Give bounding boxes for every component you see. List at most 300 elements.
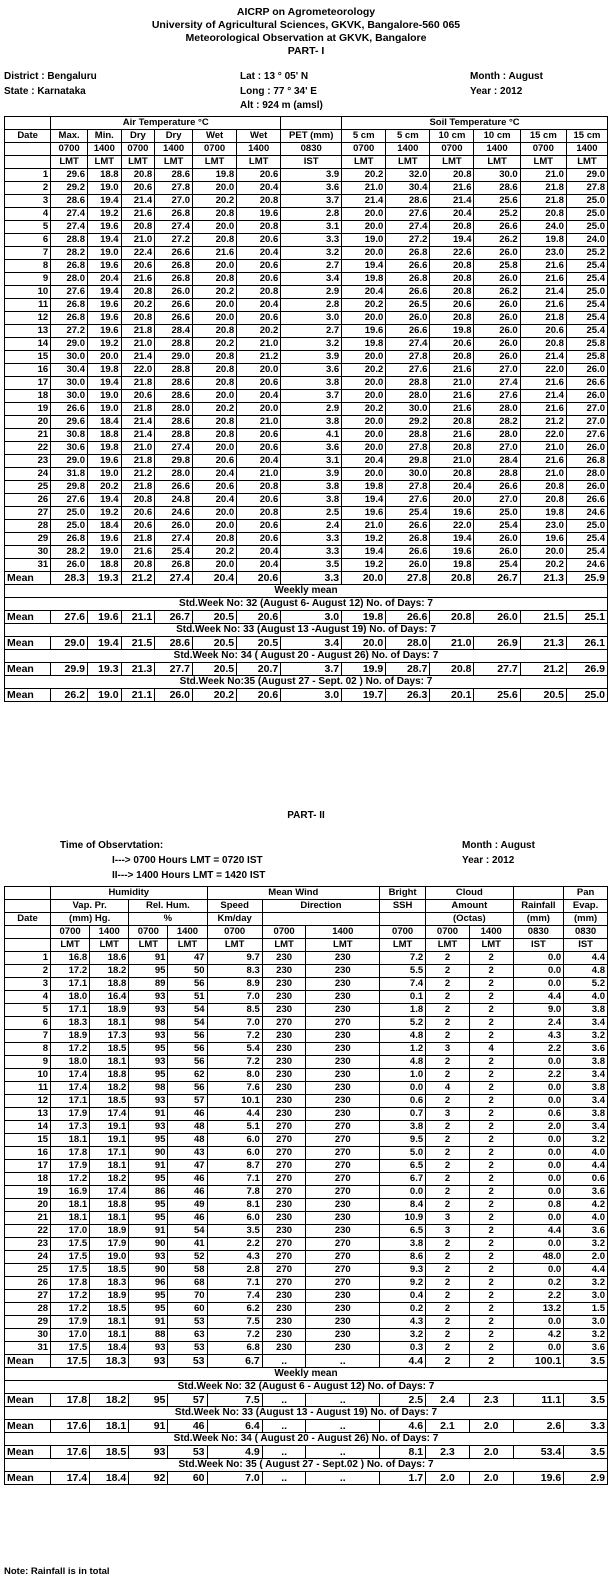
- table-cell: 270: [262, 1173, 306, 1186]
- table-cell: 19.6: [87, 533, 121, 546]
- table-cell: 20.8: [193, 377, 237, 390]
- table-cell: PET (mm): [281, 130, 342, 143]
- table-cell: 28.6: [155, 390, 193, 403]
- table-cell: 21.6: [193, 247, 237, 260]
- table-cell: 3.4: [564, 1017, 608, 1030]
- table-cell: 270: [262, 1277, 306, 1290]
- table-cell: 6.4: [207, 1420, 262, 1433]
- data-row: [5, 1082, 608, 1095]
- table-cell: 2.9: [281, 403, 342, 416]
- table-cell: 27.6: [51, 611, 88, 624]
- table-cell: 0700: [520, 143, 566, 156]
- table-cell: 21.0: [121, 338, 155, 351]
- table-cell: 1: [5, 952, 51, 965]
- data-row: [5, 416, 608, 429]
- table-cell: 28.6: [155, 377, 193, 390]
- table-cell: 18.2: [90, 1394, 129, 1407]
- table-cell: 3: [426, 1225, 470, 1238]
- table-cell: 26.0: [474, 299, 520, 312]
- table-cell: 20.6: [237, 273, 281, 286]
- table-cell: 46: [168, 1420, 207, 1433]
- table-cell: [262, 913, 379, 926]
- table-cell: 20.0: [193, 260, 237, 273]
- table-cell: 21.1: [121, 611, 155, 624]
- table-cell: 21.0: [237, 468, 281, 481]
- table-cell: 25.0: [566, 520, 607, 533]
- table-cell: 26.0: [566, 442, 607, 455]
- table-cell: Rel. Hum.: [129, 900, 207, 913]
- table-cell: Wet: [237, 130, 281, 143]
- table-cell: 21.8: [121, 481, 155, 494]
- table-cell: 3.8: [380, 1238, 426, 1251]
- table-cell: 18.1: [51, 1134, 90, 1147]
- table-cell: 90: [129, 1147, 168, 1160]
- table-cell: 91: [129, 1420, 168, 1433]
- data-row: [5, 1173, 608, 1186]
- table-cell: 0830: [564, 926, 608, 939]
- table-cell: 0700: [430, 143, 474, 156]
- table-cell: 48: [168, 1121, 207, 1134]
- table-cell: 230: [262, 1290, 306, 1303]
- table-cell: 2: [469, 1108, 513, 1121]
- table-cell: 29: [5, 533, 51, 546]
- table-cell: 0700: [262, 926, 306, 939]
- table-cell: 21.6: [520, 299, 566, 312]
- table-cell: 20.2: [520, 559, 566, 572]
- table-cell: 90: [129, 1238, 168, 1251]
- data-row: [5, 364, 608, 377]
- table-cell: 20.6: [237, 429, 281, 442]
- data-row: [5, 1251, 608, 1264]
- table-cell: IST: [564, 939, 608, 952]
- table-cell: 2: [469, 1147, 513, 1160]
- table-cell: 95: [129, 1043, 168, 1056]
- table-cell: 19.4: [87, 195, 121, 208]
- table-cell: 4.3: [513, 1030, 564, 1043]
- table-cell: 28.0: [566, 468, 607, 481]
- table-cell: 0.4: [380, 1290, 426, 1303]
- data-row: [5, 481, 608, 494]
- table-cell: 18.3: [51, 1017, 90, 1030]
- table-cell: 7.2: [207, 1030, 262, 1043]
- table-cell: 270: [262, 1160, 306, 1173]
- table-cell: 2: [469, 1290, 513, 1303]
- table-cell: 18.1: [90, 1316, 129, 1329]
- table-cell: 20.0: [87, 351, 121, 364]
- table-cell: 28.7: [386, 663, 430, 676]
- obs-time-1: I---> 0700 Hours LMT = 0720 IST: [112, 855, 263, 866]
- table-cell: 28.4: [155, 325, 193, 338]
- table-cell: (mm) Hg.: [51, 913, 129, 926]
- table-cell: 20: [5, 1199, 51, 1212]
- table-cell: Mean Wind: [207, 887, 380, 900]
- table-cell: 18.1: [90, 1329, 129, 1342]
- table-cell: 13: [5, 1108, 51, 1121]
- table-cell: 28.2: [51, 546, 88, 559]
- table-cell: 27.6: [51, 494, 88, 507]
- table-cell: 4.2: [513, 1329, 564, 1342]
- table-cell: 17.2: [51, 1043, 90, 1056]
- table-cell: Air Temperature °C: [51, 117, 281, 130]
- table-cell: Date: [5, 913, 51, 926]
- table-cell: 19.3: [87, 663, 121, 676]
- table-cell: 25.0: [566, 286, 607, 299]
- table-cell: 18.4: [90, 1472, 129, 1485]
- table-cell: 22: [5, 1225, 51, 1238]
- table-cell: 0.7: [380, 1108, 426, 1121]
- table-cell: 23.0: [520, 247, 566, 260]
- table-cell: 20.0: [193, 312, 237, 325]
- table-cell: 19.6: [430, 507, 474, 520]
- table-cell: 20.6: [121, 260, 155, 273]
- table-cell: 230: [262, 1095, 306, 1108]
- table-cell: 230: [262, 1082, 306, 1095]
- table-cell: 57: [168, 1095, 207, 1108]
- table-cell: 28.8: [155, 429, 193, 442]
- week-mean-row: [5, 663, 608, 676]
- week-label-row: [5, 1459, 608, 1472]
- data-row: [5, 507, 608, 520]
- table-cell: 270: [306, 1186, 380, 1199]
- table-cell: 6.5: [380, 1225, 426, 1238]
- table-cell: 7.8: [207, 1186, 262, 1199]
- table-cell: 95: [129, 965, 168, 978]
- table-cell: 21.6: [430, 364, 474, 377]
- table-cell: 19.8: [193, 169, 237, 182]
- table-cell: 20.6: [121, 182, 155, 195]
- table-cell: 20.4: [237, 390, 281, 403]
- weekly-title-row: [5, 1368, 608, 1381]
- table-cell: 20.4: [237, 299, 281, 312]
- table-cell: 0.0: [513, 1056, 564, 1069]
- table-cell: 18.1: [90, 1420, 129, 1433]
- table-cell: 26.5: [386, 299, 430, 312]
- table-cell: 20.4: [430, 208, 474, 221]
- table-cell: 0.0: [513, 1264, 564, 1277]
- table-cell: 28.0: [51, 273, 88, 286]
- table-cell: 20.2: [342, 299, 386, 312]
- table-cell: 27.6: [386, 364, 430, 377]
- table-cell: 20.2: [193, 195, 237, 208]
- table-cell: 18.8: [90, 1069, 129, 1082]
- table-cell: 30.0: [51, 351, 88, 364]
- table-cell: 23.0: [520, 520, 566, 533]
- data-row: [5, 351, 608, 364]
- table-cell: 28.0: [474, 429, 520, 442]
- table-cell: 2: [426, 1186, 470, 1199]
- table-cell: 30: [5, 546, 51, 559]
- data-row: [5, 965, 608, 978]
- table-cell: 8.4: [380, 1199, 426, 1212]
- table-cell: Date: [5, 130, 51, 143]
- table-cell: 4.0: [564, 1212, 608, 1225]
- table-cell: 20.8: [520, 208, 566, 221]
- table-cell: 95: [129, 1134, 168, 1147]
- table-cell: 24.6: [566, 507, 607, 520]
- table-cell: 16: [5, 1147, 51, 1160]
- table-cell: 0830: [281, 143, 342, 156]
- table-cell: 3.5: [281, 559, 342, 572]
- latitude: Lat : 13 ° 05' N: [240, 71, 309, 82]
- part2-table: [4, 886, 608, 1485]
- table-cell: 28.6: [386, 195, 430, 208]
- table-cell: Pan: [564, 887, 608, 900]
- table-cell: 3.4: [564, 1121, 608, 1134]
- table-cell: 18.5: [90, 1095, 129, 1108]
- table-cell: 88: [129, 1329, 168, 1342]
- table-cell: 21.8: [520, 312, 566, 325]
- table-cell: 93: [129, 1342, 168, 1355]
- part1-title: PART- I: [287, 45, 325, 57]
- table-cell: 0700: [129, 926, 168, 939]
- table-cell: 19.0: [87, 247, 121, 260]
- table-cell: 20.1: [430, 689, 474, 702]
- month: Month : August: [470, 71, 543, 82]
- data-row: [5, 520, 608, 533]
- table-cell: 0700: [380, 926, 426, 939]
- table-cell: 20.8: [121, 286, 155, 299]
- table-cell: 2: [426, 952, 470, 965]
- table-cell: 0700: [342, 143, 386, 156]
- table-cell: [380, 913, 426, 926]
- table-cell: 230: [262, 1342, 306, 1355]
- table-cell: 95: [129, 1199, 168, 1212]
- table-cell: 17.1: [51, 1095, 90, 1108]
- table-cell: 0.2: [380, 1303, 426, 1316]
- table-cell: 7.0: [207, 991, 262, 1004]
- table-cell: Amount: [426, 900, 513, 913]
- altitude: Alt : 924 m (amsl): [240, 100, 323, 111]
- table-cell: 230: [306, 1342, 380, 1355]
- table-cell: 19.6: [237, 208, 281, 221]
- table-cell: Std.Week No:35 (August 27 - Sept. 02 ) No. of Days: 7: [5, 676, 608, 689]
- data-row: [5, 1043, 608, 1056]
- table-cell: 28.0: [155, 403, 193, 416]
- table-cell: 2.7: [281, 260, 342, 273]
- table-cell: 30: [5, 1329, 51, 1342]
- table-cell: 20: [5, 416, 51, 429]
- table-cell: 27.4: [155, 221, 193, 234]
- table-cell: 3.3: [281, 546, 342, 559]
- data-row: [5, 1316, 608, 1329]
- table-cell: 26.0: [386, 312, 430, 325]
- table-cell: 20.0: [193, 221, 237, 234]
- table-cell: 3.4: [564, 1095, 608, 1108]
- table-cell: 3: [5, 195, 51, 208]
- table-cell: 86: [129, 1186, 168, 1199]
- table-cell: 18.8: [90, 978, 129, 991]
- table-cell: 3.5: [207, 1225, 262, 1238]
- table-cell: 2: [426, 1264, 470, 1277]
- table-cell: LMT: [386, 156, 430, 169]
- table-cell: 3: [426, 1043, 470, 1056]
- table-cell: 2: [426, 1329, 470, 1342]
- table-cell: 18.5: [90, 1446, 129, 1459]
- table-cell: ..: [306, 1355, 380, 1368]
- table-cell: 20.8: [193, 351, 237, 364]
- week-mean-row: [5, 1394, 608, 1407]
- table-cell: 19.4: [87, 286, 121, 299]
- table-cell: 19.4: [342, 546, 386, 559]
- table-cell: 18.1: [90, 1160, 129, 1173]
- table-cell: 25.4: [566, 312, 607, 325]
- table-cell: Bright: [380, 887, 426, 900]
- table-cell: 6.7: [380, 1173, 426, 1186]
- data-row: [5, 442, 608, 455]
- table-cell: 18.8: [90, 1199, 129, 1212]
- table-cell: 9.5: [380, 1134, 426, 1147]
- table-cell: 46: [168, 1186, 207, 1199]
- table-cell: 2: [426, 1238, 470, 1251]
- table-cell: 0.0: [513, 1147, 564, 1160]
- table-cell: 2: [426, 1251, 470, 1264]
- table-cell: 3.2: [564, 1134, 608, 1147]
- table-cell: 6.5: [380, 1160, 426, 1173]
- table-cell: 22.0: [430, 520, 474, 533]
- data-row: [5, 978, 608, 991]
- table-cell: 30.4: [386, 182, 430, 195]
- table-cell: 26.0: [474, 273, 520, 286]
- table-cell: 230: [306, 1056, 380, 1069]
- table-cell: 230: [262, 1303, 306, 1316]
- table-cell: 30.0: [51, 377, 88, 390]
- table-cell: 19.6: [520, 533, 566, 546]
- table-cell: 3.6: [564, 1043, 608, 1056]
- table-cell: 270: [306, 1134, 380, 1147]
- data-row: [5, 1017, 608, 1030]
- table-cell: 31: [5, 1342, 51, 1355]
- table-cell: 2: [469, 978, 513, 991]
- table-cell: 2: [469, 1277, 513, 1290]
- table-cell: 2: [469, 1329, 513, 1342]
- table-cell: LMT: [342, 156, 386, 169]
- table-cell: Std.Week No: 33 (August 13 -August 19) No. of Days: 7: [5, 624, 608, 637]
- table-cell: 17.2: [51, 965, 90, 978]
- table-cell: 19.2: [342, 559, 386, 572]
- table-cell: 12: [5, 312, 51, 325]
- table-cell: 20.8: [237, 481, 281, 494]
- table-cell: 4.2: [564, 1199, 608, 1212]
- table-cell: 8: [5, 260, 51, 273]
- table-cell: 49: [168, 1199, 207, 1212]
- table-cell: 20.0: [342, 390, 386, 403]
- table-cell: 20.2: [193, 546, 237, 559]
- table-cell: 1.0: [380, 1069, 426, 1082]
- table-cell: 2: [5, 182, 51, 195]
- table-cell: Vap. Pr.: [51, 900, 129, 913]
- table-cell: 14: [5, 1121, 51, 1134]
- table-cell: 20.8: [430, 169, 474, 182]
- table-cell: 0.6: [513, 1108, 564, 1121]
- table-cell: 18.6: [90, 952, 129, 965]
- table-cell: 20.4: [193, 494, 237, 507]
- data-row: [5, 1277, 608, 1290]
- table-cell: 2.0: [469, 1446, 513, 1459]
- table-cell: 19.6: [87, 312, 121, 325]
- table-cell: 26.8: [51, 299, 88, 312]
- table-cell: 4.8: [564, 965, 608, 978]
- table-cell: 19.6: [87, 455, 121, 468]
- table-cell: 4.4: [513, 1225, 564, 1238]
- table-cell: 20.7: [237, 663, 281, 676]
- table-cell: 26.8: [386, 247, 430, 260]
- table-cell: 20.8: [430, 221, 474, 234]
- table-cell: 11.1: [513, 1394, 564, 1407]
- table-cell: 19.4: [342, 260, 386, 273]
- table-cell: 3.9: [281, 468, 342, 481]
- table-cell: 270: [306, 1121, 380, 1134]
- table-cell: 21.6: [520, 455, 566, 468]
- table-cell: 0830: [513, 926, 564, 939]
- table-cell: 20.8: [520, 481, 566, 494]
- table-cell: 43: [168, 1147, 207, 1160]
- table-cell: 2: [469, 1316, 513, 1329]
- table-cell: 10 cm: [430, 130, 474, 143]
- table-cell: 9.2: [380, 1277, 426, 1290]
- week-label-row: [5, 598, 608, 611]
- table-cell: 17.8: [51, 1147, 90, 1160]
- table-cell: 18: [5, 390, 51, 403]
- table-cell: 29.0: [51, 637, 88, 650]
- table-cell: Direction: [262, 900, 379, 913]
- table-cell: 27.4: [155, 442, 193, 455]
- part2-year: Year : 2012: [462, 855, 515, 866]
- table-cell: 29: [5, 1316, 51, 1329]
- table-cell: 18.3: [90, 1277, 129, 1290]
- table-cell: 4: [5, 208, 51, 221]
- table-cell: 26.8: [566, 455, 607, 468]
- table-cell: (mm): [513, 913, 564, 926]
- table-cell: 26.8: [386, 273, 430, 286]
- table-cell: 21.6: [121, 273, 155, 286]
- table-cell: 230: [306, 1303, 380, 1316]
- table-cell: 19.0: [87, 182, 121, 195]
- table-cell: 2: [469, 1251, 513, 1264]
- table-cell: [5, 143, 51, 156]
- table-cell: Dry: [121, 130, 155, 143]
- table-cell: ..: [306, 1446, 380, 1459]
- table-cell: 95: [129, 1212, 168, 1225]
- table-cell: 230: [306, 1082, 380, 1095]
- table-cell: 19.4: [87, 637, 121, 650]
- table-cell: 20.6: [237, 689, 281, 702]
- table-cell: 26.8: [155, 559, 193, 572]
- table-cell: 20.6: [237, 533, 281, 546]
- table-cell: 4.8: [380, 1056, 426, 1069]
- table-cell: LMT: [566, 156, 607, 169]
- table-cell: 8.5: [207, 1004, 262, 1017]
- table-cell: 19.0: [90, 1251, 129, 1264]
- table-cell: 2: [469, 1004, 513, 1017]
- table-cell: 2.6: [513, 1420, 564, 1433]
- table-cell: (mm): [564, 913, 608, 926]
- table-cell: 21.8: [520, 182, 566, 195]
- table-cell: 4.4: [207, 1108, 262, 1121]
- table-cell: [5, 117, 51, 130]
- table-cell: 21.0: [342, 182, 386, 195]
- data-row: [5, 546, 608, 559]
- table-cell: 26.9: [474, 637, 520, 650]
- table-cell: 0.0: [513, 1095, 564, 1108]
- table-cell: 230: [262, 991, 306, 1004]
- data-row: [5, 468, 608, 481]
- data-row: [5, 247, 608, 260]
- table-cell: 21.6: [121, 208, 155, 221]
- table-cell: 26.8: [155, 273, 193, 286]
- table-cell: 0.0: [380, 1186, 426, 1199]
- table-cell: 0.0: [513, 1342, 564, 1355]
- table-cell: 27.7: [474, 663, 520, 676]
